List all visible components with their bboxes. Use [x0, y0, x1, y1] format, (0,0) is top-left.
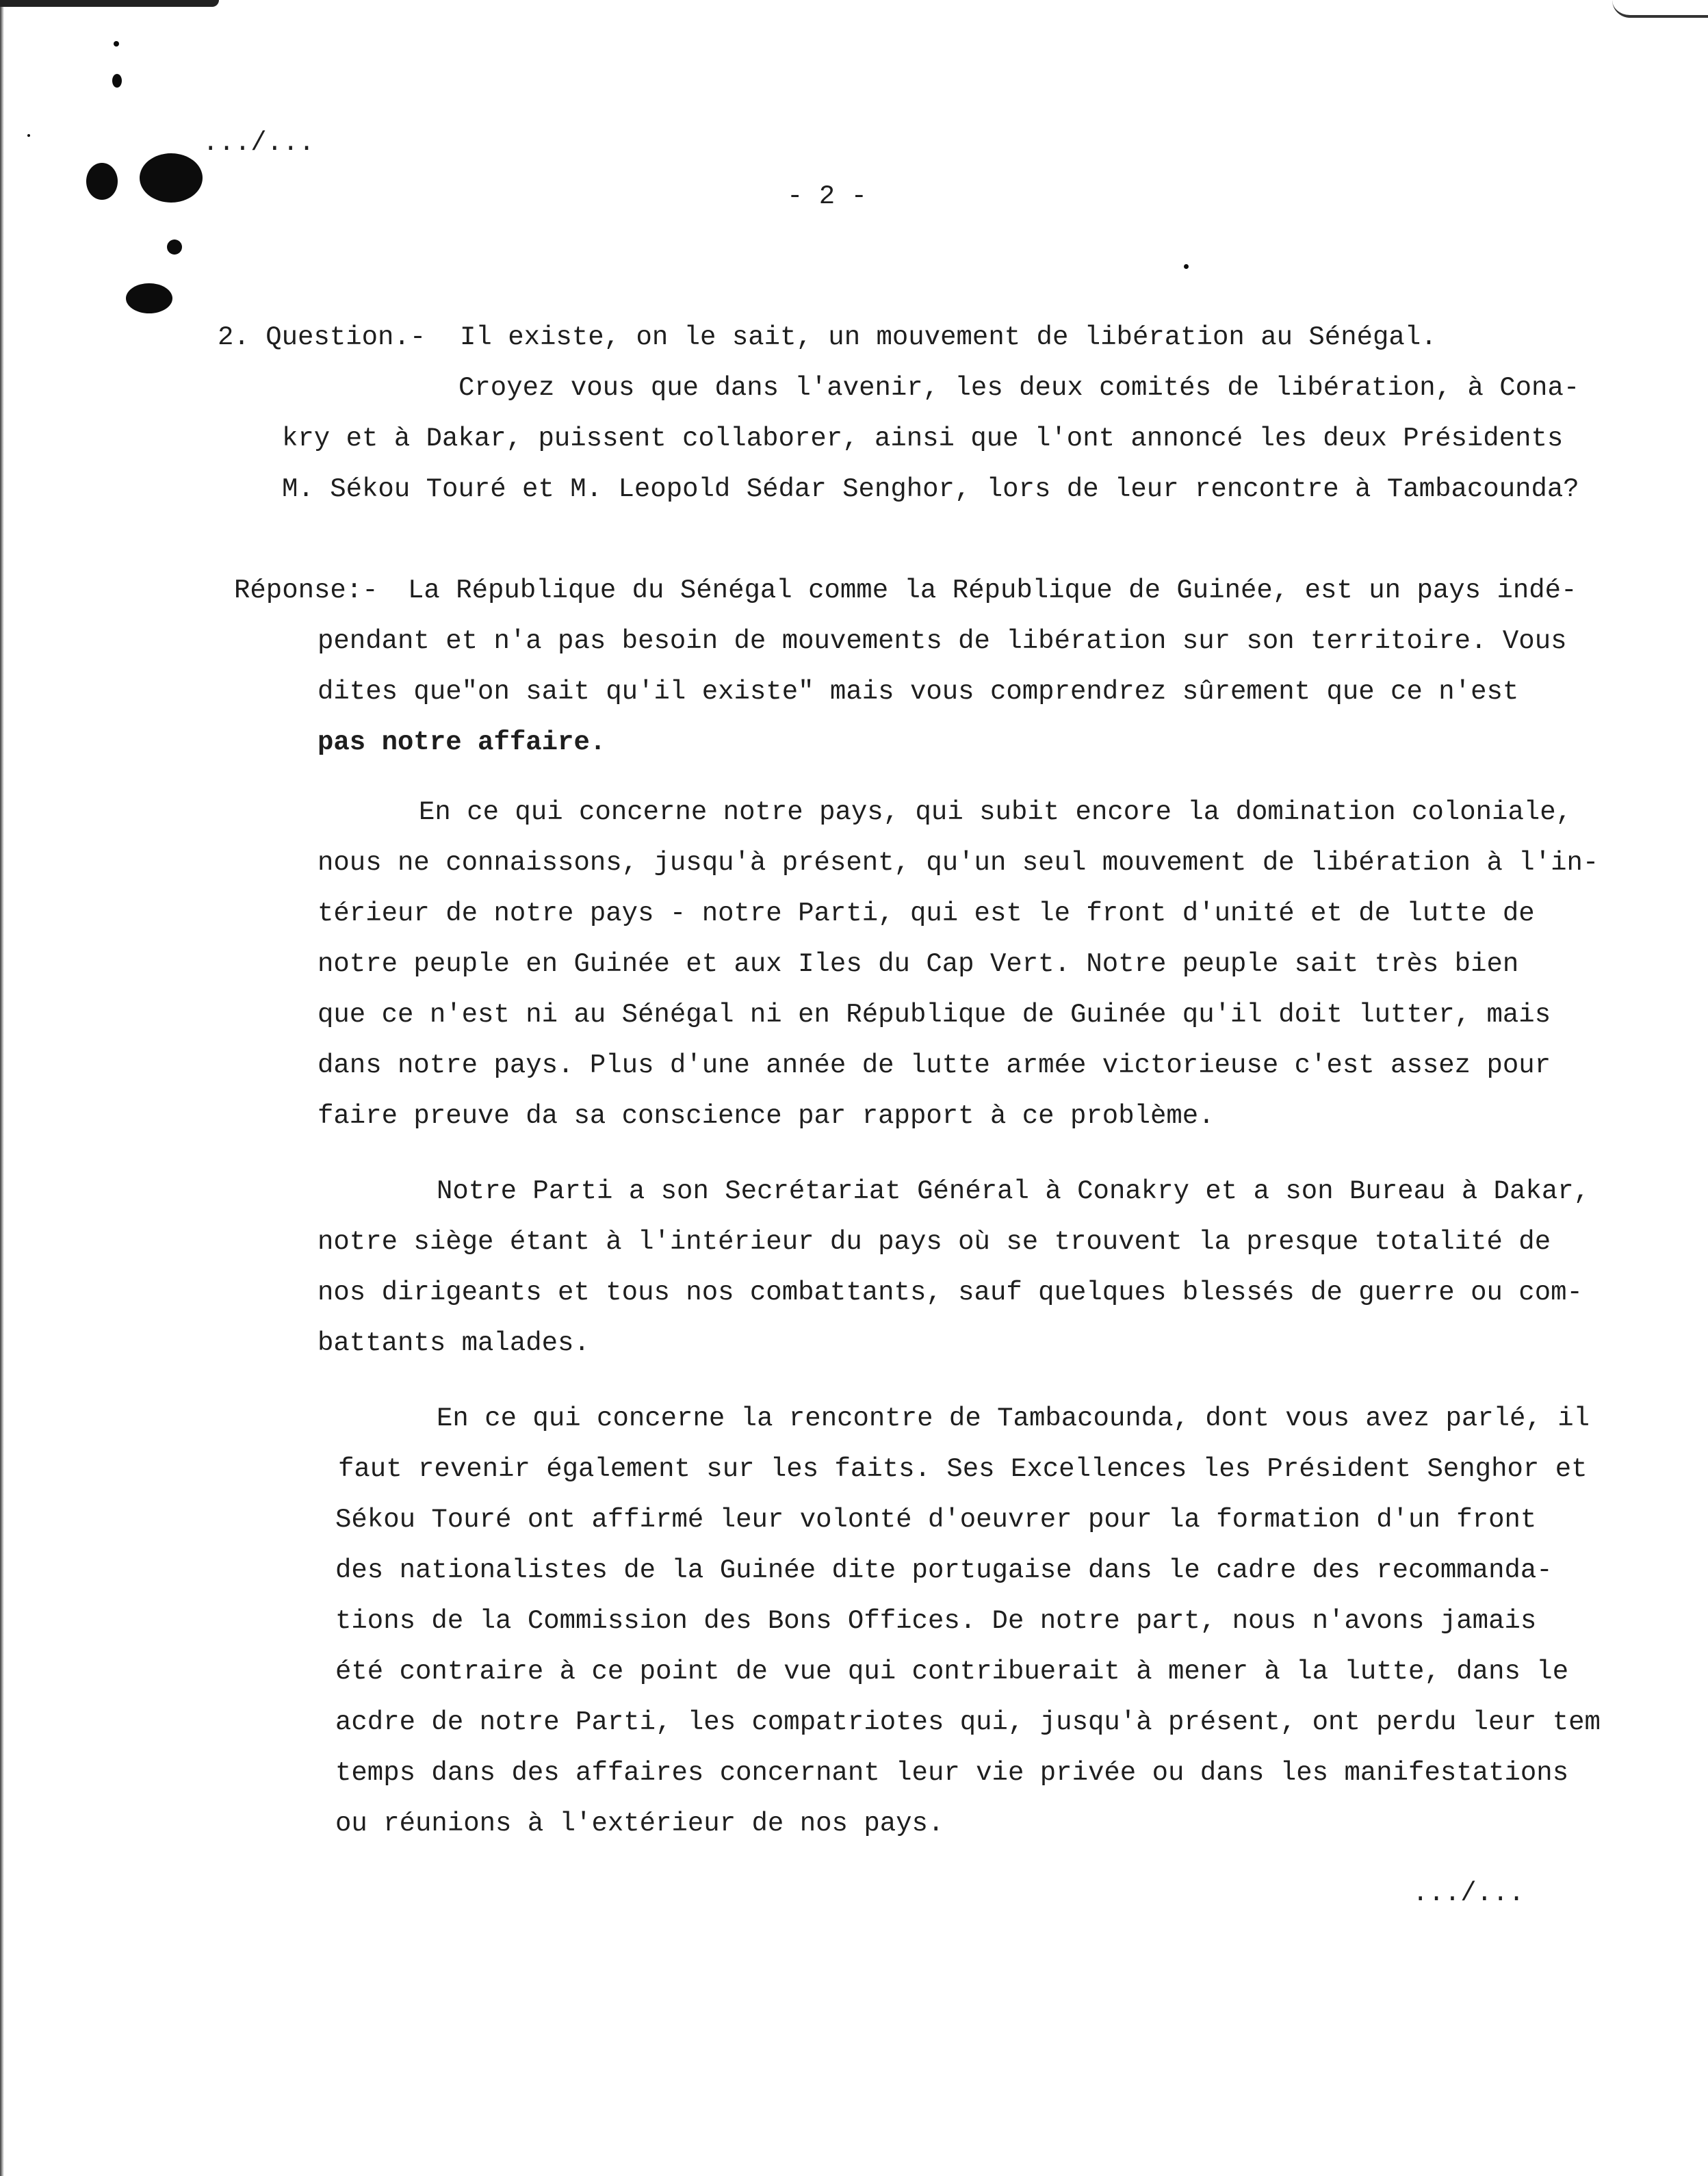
- answer-line: battants malades.: [318, 1328, 590, 1358]
- answer-line: pendant et n'a pas besoin de mouvements de libération sur son territoire. Vous: [318, 626, 1567, 656]
- answer-paragraph-2: [318, 1166, 1590, 1369]
- answer-line: dites que"on sait qu'il existe" mais vous comprendrez sûrement que ce n'est: [318, 677, 1519, 707]
- answer-line: notre siège étant à l'intérieur du pays où se trouvent la presque totalité de: [318, 1227, 1551, 1257]
- answer-line: Sékou Touré ont affirmé leur volonté d'oeuvrer pour la formation d'un front: [335, 1505, 1537, 1535]
- punch-hole-mark: [140, 153, 203, 203]
- answer-line: tions de la Commission des Bons Offices. De notre part, nous n'avons jamais: [335, 1606, 1537, 1636]
- continuation-mark-top: .../...: [203, 128, 315, 158]
- answer-line-1: La République du Sénégal comme la République de Guinée, est un pays indé-: [408, 575, 1577, 606]
- punch-hole-mark: [112, 74, 122, 88]
- page-number: - 2 -: [787, 181, 868, 211]
- scan-edge-left: [0, 0, 4, 2176]
- punch-hole-mark: [167, 239, 182, 255]
- answer-label: Réponse:-: [234, 575, 378, 606]
- punch-hole-mark: [126, 283, 172, 313]
- question-line-4: M. Sékou Touré et M. Leopold Sédar Senghor, lors de leur rencontre à Tambacounda?: [282, 474, 1579, 504]
- answer-line: dans notre pays. Plus d'une année de lutte armée victorieuse c'est assez pour: [318, 1050, 1551, 1080]
- question-line-1: Il existe, on le sait, un mouvement de libération au Sénégal.: [460, 322, 1437, 352]
- scan-corner-mark: [1612, 0, 1708, 18]
- continuation-mark-bottom: .../...: [1412, 1878, 1525, 1908]
- answer-paragraph-3: [335, 1393, 1601, 1849]
- answer-line: des nationalistes de la Guinée dite portugaise dans le cadre des recommanda-: [335, 1555, 1553, 1585]
- answer-paragraph-1: [318, 787, 1599, 1141]
- punch-hole-mark: [86, 163, 118, 200]
- answer-line: temps dans des affaires concernant leur vie privée ou dans les manifestations: [335, 1758, 1569, 1788]
- question-label: 2. Question.-: [218, 322, 426, 352]
- answer-line: que ce n'est ni au Sénégal ni en République de Guinée qu'il doit lutter, mais: [318, 1000, 1551, 1030]
- answer-line: pas notre affaire.: [318, 727, 606, 757]
- scan-edge-top: [0, 0, 219, 7]
- answer-line: En ce qui concerne notre pays, qui subit encore la domination coloniale,: [419, 797, 1573, 827]
- answer-line: térieur de notre pays - notre Parti, qui est le front d'unité et de lutte de: [318, 898, 1535, 929]
- answer-line: notre peuple en Guinée et aux Iles du Cap Vert. Notre peuple sait très bien: [318, 949, 1519, 979]
- answer-line: faire preuve da sa conscience par rapport à ce problème.: [318, 1101, 1215, 1131]
- question-line-2: Croyez vous que dans l'avenir, les deux comités de libération, à Cona-: [458, 373, 1580, 403]
- answer-line: nos dirigeants et tous nos combattants, sauf quelques blessés de guerre ou com-: [318, 1278, 1583, 1308]
- answer-line: Notre Parti a son Secrétariat Général à Conakry et a son Bureau à Dakar,: [437, 1176, 1590, 1206]
- answer-line: faut revenir également sur les faits. Ses Excellences les Président Senghor et: [338, 1454, 1588, 1484]
- punch-hole-mark: [27, 134, 30, 137]
- answer-line: En ce qui concerne la rencontre de Tambacounda, dont vous avez parlé, il: [437, 1403, 1590, 1434]
- answer-line: acdre de notre Parti, les compatriotes qui, jusqu'à présent, ont perdu leur tem: [335, 1707, 1601, 1737]
- answer-line: été contraire à ce point de vue qui contribuerait à mener à la lutte, dans le: [335, 1657, 1569, 1687]
- answer-line: nous ne connaissons, jusqu'à présent, qu'un seul mouvement de libération à l'in-: [318, 848, 1599, 878]
- answer-paragraph-0: [318, 616, 1567, 768]
- punch-hole-mark: [1184, 264, 1189, 269]
- punch-hole-mark: [114, 41, 119, 47]
- question-line-3: kry et à Dakar, puissent collaborer, ainsi que l'ont annoncé les deux Présidents: [282, 424, 1564, 454]
- answer-line: ou réunions à l'extérieur de nos pays.: [335, 1809, 944, 1839]
